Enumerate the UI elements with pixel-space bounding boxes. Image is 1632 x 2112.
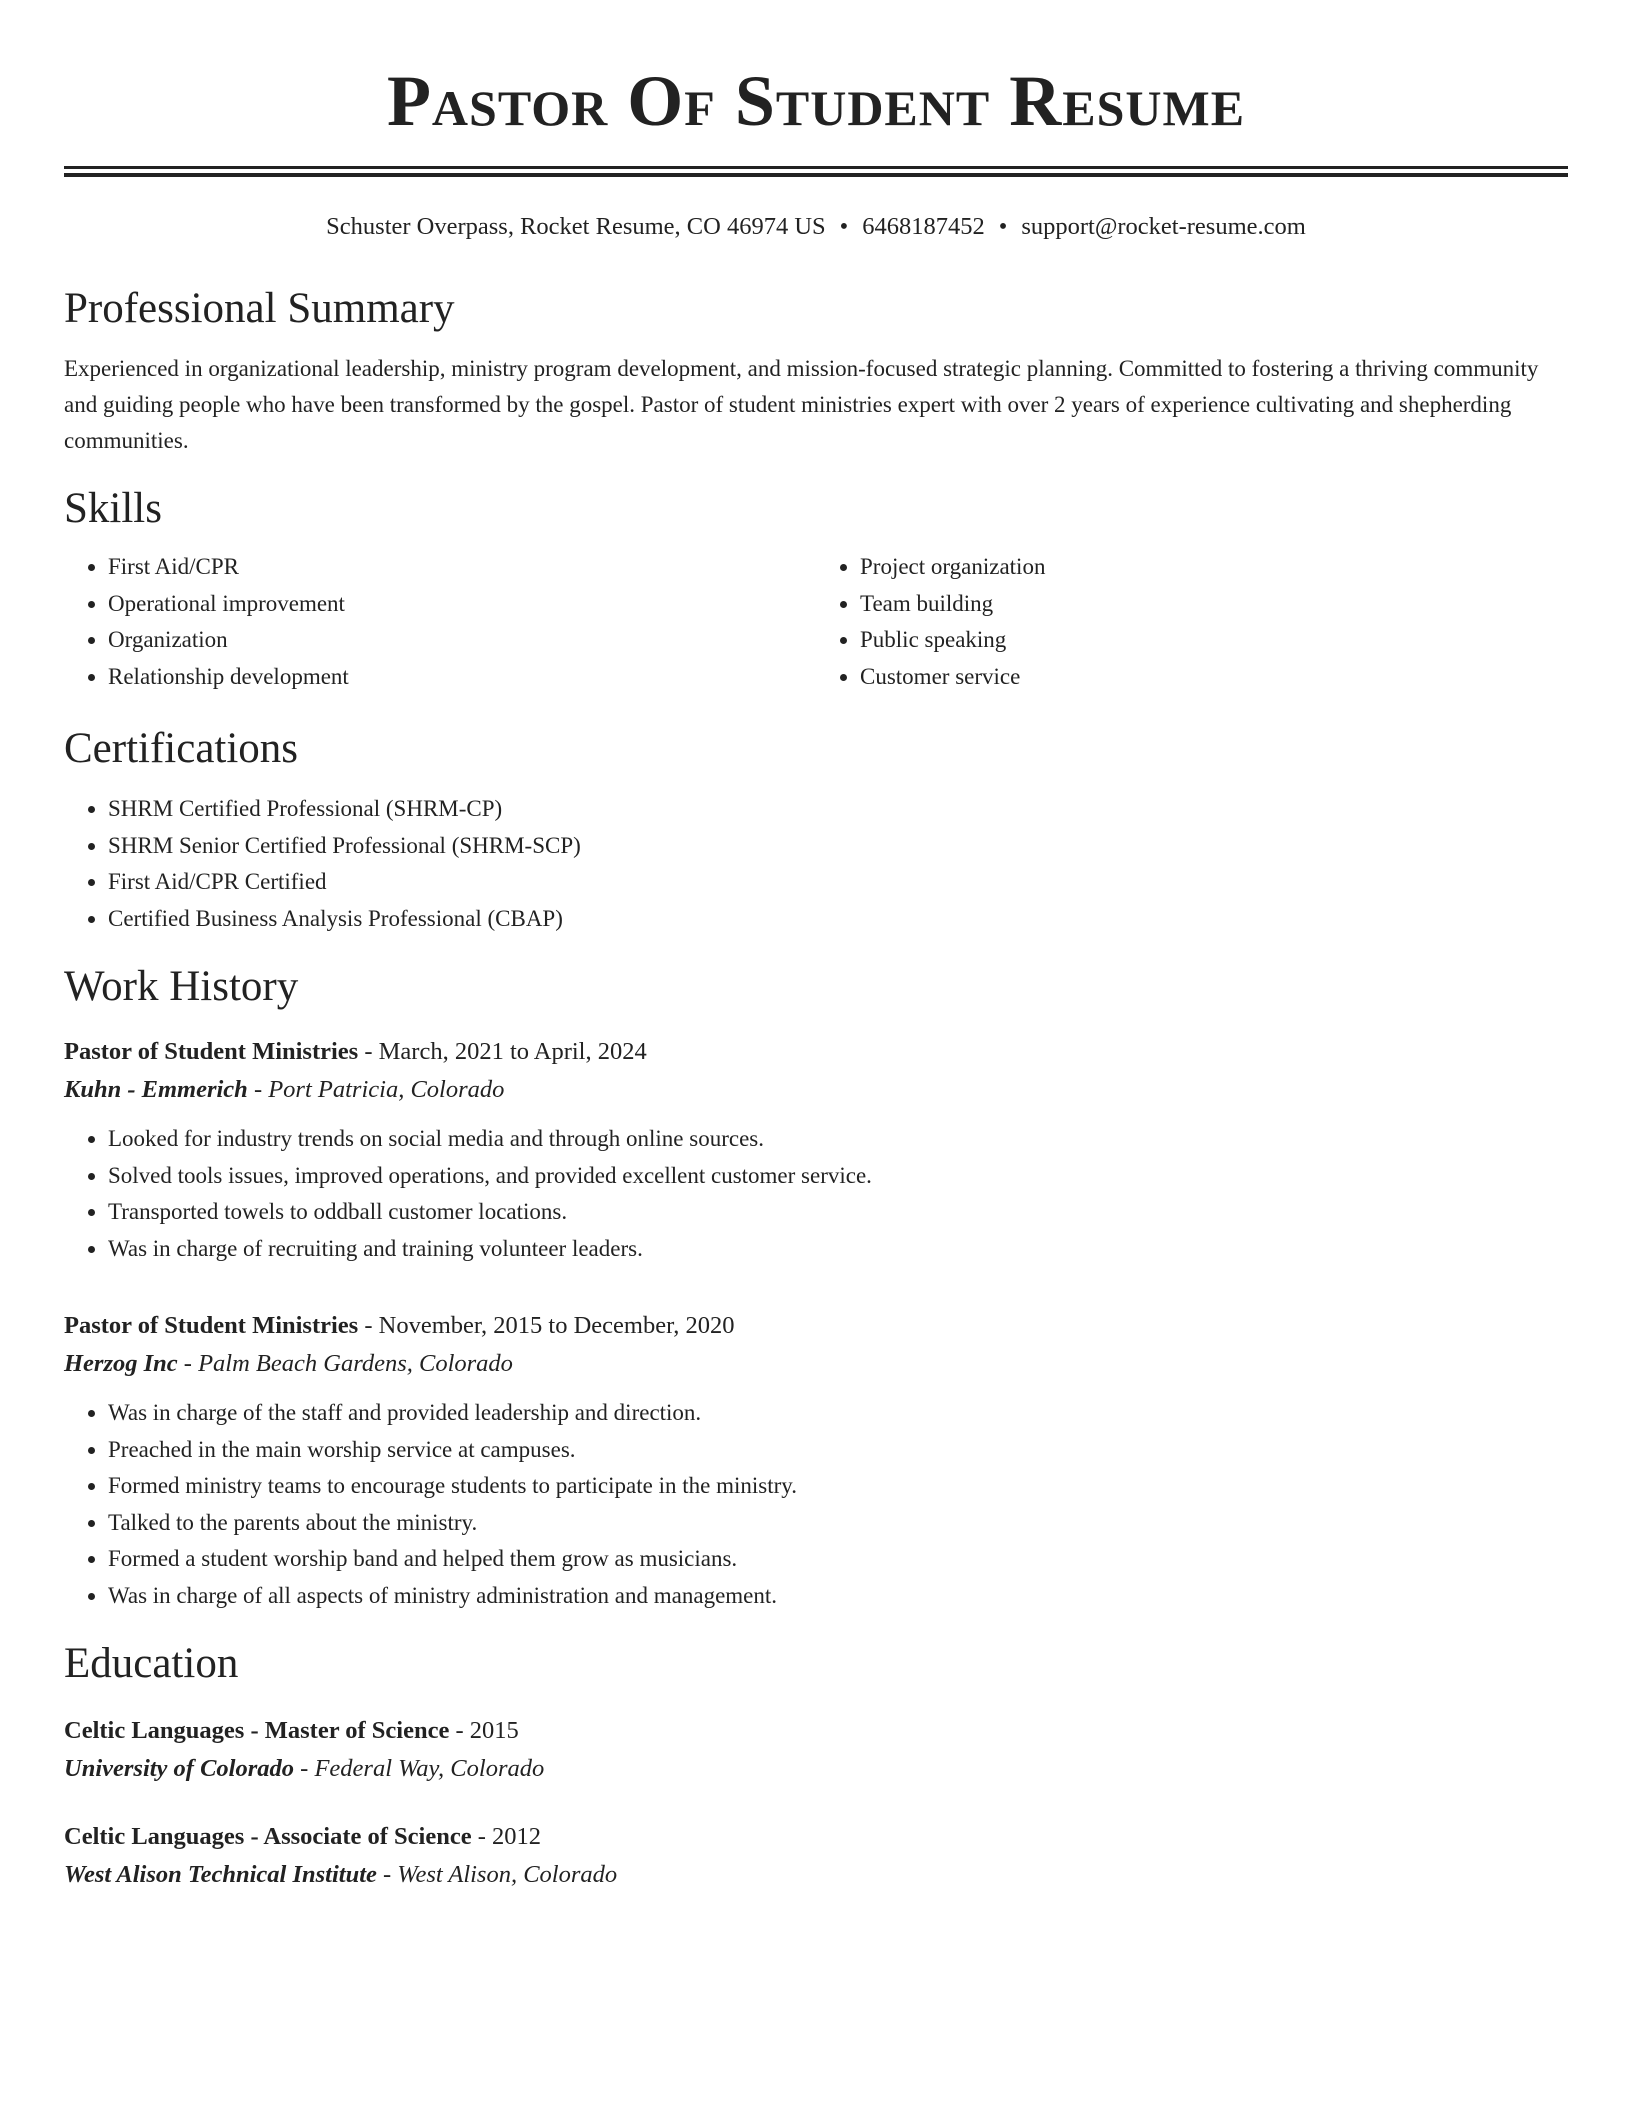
education-degree: Celtic Languages - Associate of Science: [64, 1823, 472, 1850]
education-location: - West Alison, Colorado: [376, 1861, 618, 1888]
job-bullet: • Preached in the main worship service at campuses.: [108, 1432, 1568, 1469]
job-dates: - November, 2015 to December, 2020: [358, 1312, 735, 1339]
skill-item: • First Aid/CPR: [108, 549, 816, 586]
job-bullets: [64, 1121, 1568, 1267]
job-bullet: • Formed ministry teams to encourage students to participate in the ministry.: [108, 1468, 1568, 1505]
education-degree-line: [64, 1712, 1568, 1750]
skill-item: • Operational improvement: [108, 586, 816, 623]
certifications-list: [64, 791, 1568, 937]
certification-item: • SHRM Certified Professional (SHRM-CP): [108, 791, 1568, 828]
skill-item: • Customer service: [860, 659, 1568, 696]
contact-line: [64, 211, 1568, 243]
job-title: Pastor of Student Ministries: [64, 1038, 359, 1065]
contact-email: support@rocket-resume.com: [1021, 213, 1306, 240]
job-bullet: • Formed a student worship band and helped them grow as musicians.: [108, 1541, 1568, 1578]
job-bullet: • Solved tools issues, improved operations, and provided excellent customer service.: [108, 1158, 1568, 1195]
skills-list-right: [816, 549, 1568, 695]
certifications-section: [64, 723, 1568, 937]
title-divider-top: [64, 166, 1568, 169]
job-bullet: • Transported towels to oddball customer locations.: [108, 1194, 1568, 1231]
title-divider-bottom: [64, 173, 1568, 177]
job-location: - Palm Beach Gardens, Colorado: [177, 1350, 513, 1377]
job-title: Pastor of Student Ministries: [64, 1312, 359, 1339]
job-entry: [64, 1033, 1568, 1267]
education-school: West Alison Technical Institute: [64, 1861, 377, 1888]
contact-address: Schuster Overpass, Rocket Resume, CO 46974 US: [326, 213, 826, 240]
job-header: [64, 1033, 1568, 1071]
certifications-heading: Certifications: [64, 725, 299, 772]
contact-separator: •: [998, 213, 1008, 240]
education-year: - 2015: [449, 1717, 519, 1744]
education-degree: Celtic Languages - Master of Science: [64, 1717, 450, 1744]
education-section: [64, 1638, 1568, 1894]
education-school: University of Colorado: [64, 1755, 295, 1782]
education-heading: Education: [64, 1640, 239, 1687]
summary-heading: Professional Summary: [64, 285, 455, 332]
work-history-heading: Work History: [64, 963, 299, 1010]
education-school-line: [64, 1856, 1568, 1894]
education-school-line: [64, 1750, 1568, 1788]
skill-item: • Team building: [860, 586, 1568, 623]
job-company: Herzog Inc: [64, 1350, 178, 1377]
job-bullet: • Was in charge of the staff and provided leadership and direction.: [108, 1395, 1568, 1432]
skills-list-left: [64, 549, 816, 695]
skill-item: • Organization: [108, 622, 816, 659]
certification-item: • SHRM Senior Certified Professional (SHRM-SCP): [108, 828, 1568, 865]
skill-item: • Public speaking: [860, 622, 1568, 659]
job-header: [64, 1307, 1568, 1345]
education-location: - Federal Way, Colorado: [294, 1755, 545, 1782]
work-history-section: [64, 961, 1568, 1614]
contact-separator: •: [839, 213, 849, 240]
resume-title: Pastor Of Student Resume: [386, 61, 1246, 141]
education-entry: [64, 1818, 1568, 1894]
summary-text: Experienced in organizational leadership, ministry program development, and mission-focused strategic planning. Committed to fostering a thriving community and guiding people who have been transformed by the gospel. Pastor of student ministries expert with over 2 years of experience cultivating and shepherding communities.: [64, 356, 1539, 453]
skills-section: [64, 483, 1568, 695]
job-bullet: • Was in charge of recruiting and training volunteer leaders.: [108, 1231, 1568, 1268]
job-bullet: • Looked for industry trends on social media and through online sources.: [108, 1121, 1568, 1158]
job-bullet: • Was in charge of all aspects of ministry administration and management.: [108, 1578, 1568, 1615]
contact-phone: 6468187452: [862, 213, 985, 240]
skill-item: • Project organization: [860, 549, 1568, 586]
skills-columns: [64, 549, 1568, 695]
job-dates: - March, 2021 to April, 2024: [358, 1038, 647, 1065]
job-employer: [64, 1071, 1568, 1109]
job-entry: [64, 1307, 1568, 1614]
job-employer: [64, 1345, 1568, 1383]
certification-item: • Certified Business Analysis Professional (CBAP): [108, 901, 1568, 938]
education-degree-line: [64, 1818, 1568, 1856]
skills-heading: Skills: [64, 485, 162, 532]
job-bullet: • Talked to the parents about the ministry.: [108, 1505, 1568, 1542]
certification-item: • First Aid/CPR Certified: [108, 864, 1568, 901]
summary-section: [64, 283, 1568, 459]
job-company: Kuhn - Emmerich: [64, 1076, 248, 1103]
education-year: - 2012: [471, 1823, 542, 1850]
education-entry: [64, 1712, 1568, 1788]
job-location: - Port Patricia, Colorado: [247, 1076, 505, 1103]
job-bullets: [64, 1395, 1568, 1614]
skill-item: • Relationship development: [108, 659, 816, 696]
